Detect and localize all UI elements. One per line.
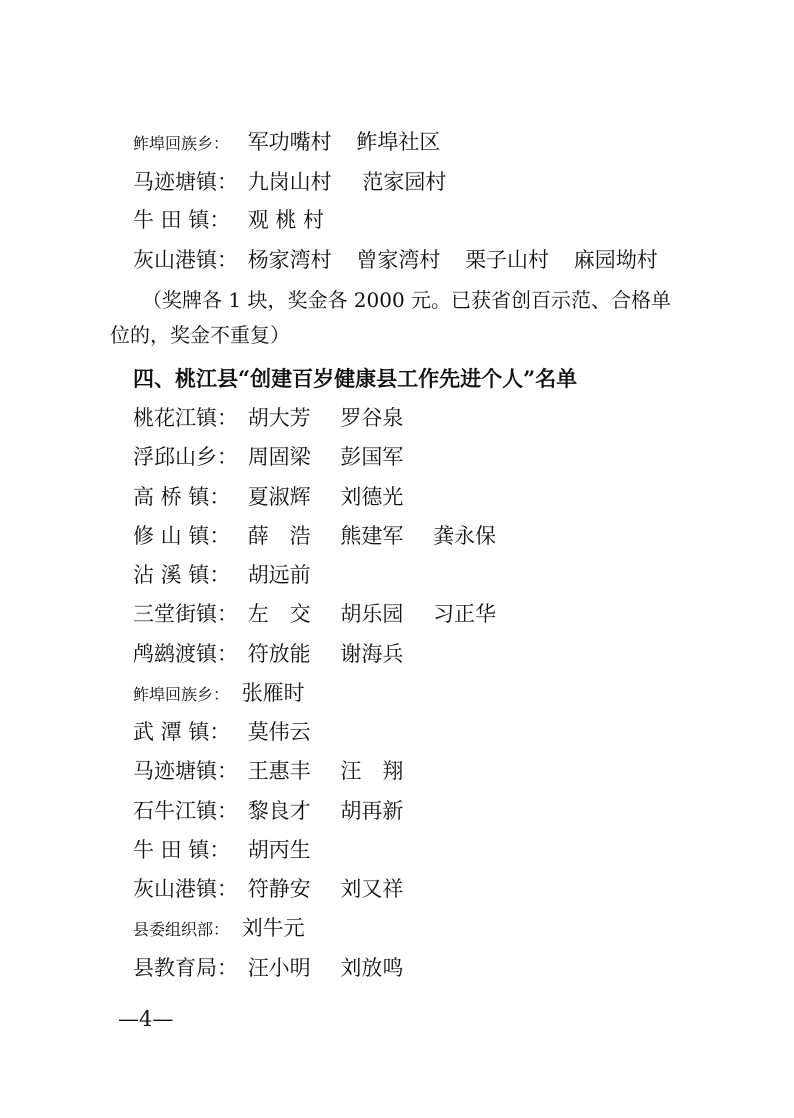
place-label: 石牛江镇： [133,799,238,823]
person-name: 汪 翔 [340,759,404,783]
individual-row [133,678,305,708]
village-row [133,205,324,235]
village-name: 麻园坳村 [573,248,658,272]
individual-row [133,953,403,983]
person-name: 胡远前 [247,563,311,587]
individual-row [133,796,403,826]
award-note-line-1: （奖牌各 1 块，奖金各 2000 元。已获省创百示范、合格单 [142,288,672,312]
person-name: 刘德光 [340,485,404,509]
person-name: 左 交 [247,602,311,626]
place-label: 灰山港镇： [133,877,238,901]
place-label: 鲊埠回族乡： [133,134,230,153]
village-row [133,167,446,197]
place-label: 三堂街镇： [133,602,238,626]
person-name: 胡大芳 [247,406,311,430]
person-name: 王惠丰 [247,759,311,783]
person-name: 胡乐园 [340,602,404,626]
award-note-line-2: 位的，奖金不重复） [110,323,290,347]
person-name: 符放能 [247,642,311,666]
individual-row [133,403,403,433]
place-label: 高 桥 镇： [133,485,231,509]
person-name: 习正华 [433,602,497,626]
village-name: 范家园村 [362,170,447,194]
place-label: 桃花江镇： [133,406,238,430]
village-name: 曾家湾村 [356,248,441,272]
place-label: 修 山 镇： [133,524,231,548]
person-name: 龚永保 [433,524,497,548]
place-label: 县委组织部： [133,920,230,939]
person-name: 黎良才 [247,799,311,823]
section-heading: 四、桃江县“创建百岁健康县工作先进个人”名单 [133,366,578,391]
person-name: 彭国军 [340,445,404,469]
person-name: 胡再新 [340,799,404,823]
place-label: 马迹塘镇： [133,170,238,194]
individual-row [133,599,496,629]
person-name: 周固梁 [247,445,311,469]
person-name: 夏淑辉 [247,485,311,509]
person-name: 张雁时 [241,681,305,705]
village-name: 栗子山村 [465,248,550,272]
village-name: 九岗山村 [247,170,332,194]
place-label: 牛 田 镇： [133,208,231,232]
place-label: 牛 田 镇： [133,838,231,862]
individual-row [133,639,403,669]
page-number: —4— [118,1007,174,1031]
place-label: 鲊埠回族乡： [133,685,230,704]
individual-row [133,442,403,472]
village-row [133,127,440,157]
person-name: 谢海兵 [340,642,404,666]
individual-row [133,874,403,904]
individual-row [133,913,305,943]
person-name: 罗谷泉 [340,406,404,430]
person-name: 刘放鸣 [340,956,404,980]
place-label: 浮邱山乡： [133,445,238,469]
individual-row [133,560,311,590]
village-name: 军功嘴村 [247,130,332,154]
individual-row [133,521,496,551]
person-name: 莫伟云 [247,720,311,744]
place-label: 县教育局： [133,956,238,980]
village-name: 鲊埠社区 [356,130,441,154]
individual-row [133,835,311,865]
individual-row [133,756,403,786]
individual-row [133,482,403,512]
person-name: 胡丙生 [247,838,311,862]
village-name: 杨家湾村 [247,248,332,272]
place-label: 沾 溪 镇： [133,563,231,587]
person-name: 符静安 [247,877,311,901]
place-label: 鸬鹚渡镇： [133,642,238,666]
person-name: 薛 浩 [247,524,311,548]
place-label: 马迹塘镇： [133,759,238,783]
person-name: 汪小明 [247,956,311,980]
person-name: 熊建军 [340,524,404,548]
individual-row [133,717,311,747]
place-label: 灰山港镇： [133,248,238,272]
village-row [133,245,658,275]
place-label: 武 潭 镇： [133,720,231,744]
person-name: 刘又祥 [340,877,404,901]
village-name: 观 桃 村 [247,208,325,232]
person-name: 刘牛元 [241,916,305,940]
